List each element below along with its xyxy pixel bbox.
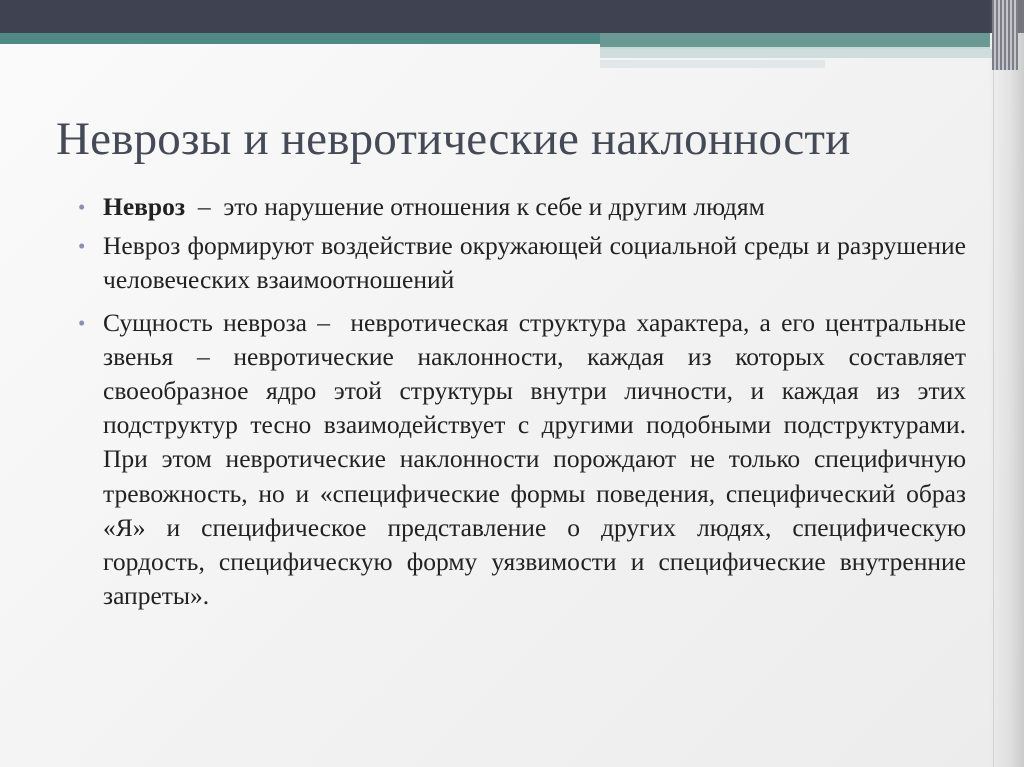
bullet-item-definition (78, 190, 966, 224)
header-band-dark (0, 0, 1024, 33)
bullet-item-essence (78, 306, 973, 614)
right-edge-line (993, 70, 994, 767)
bullet-dot-icon: • (78, 195, 86, 219)
bullet-text: Сущность невроза – невротическая структура характера, а его центральные звенья – невротические наклонности, каждая из которых составляет своеобразное ядро этой структуры внутри личности, и каждая из этих подструктур тесно взаимодействует с другими подобными подструктурами. При этом невротические наклонности порождают не только специфичную тревожность, но и «специфические формы поведения, специфический образ «Я» и специфическое представление о других людях, специфическую гордость, специфическую форму уязвимости и специфические внутренние запреты». (103, 307, 973, 611)
bullet-item-formation (78, 229, 966, 297)
bullet-dot-icon: • (78, 310, 86, 335)
bullet-text: – это нарушение отношения к себе и другим людям (185, 192, 765, 221)
bullet-dot-icon: • (78, 234, 86, 259)
bullet-term: Невроз (103, 192, 186, 221)
header-band-light (600, 49, 995, 58)
bullet-list (78, 190, 973, 613)
right-edge-stripes (992, 0, 1018, 70)
slide-title: Неврозы и невротические наклонности (56, 113, 851, 165)
header-band-teal (0, 33, 600, 44)
header-band-teal-right (600, 33, 990, 49)
bullet-text: Невроз формируют воздействие окружающей социальной среды и разрушение человеческих взаимоотношений (103, 231, 966, 295)
header-band-light-secondary (600, 60, 825, 68)
